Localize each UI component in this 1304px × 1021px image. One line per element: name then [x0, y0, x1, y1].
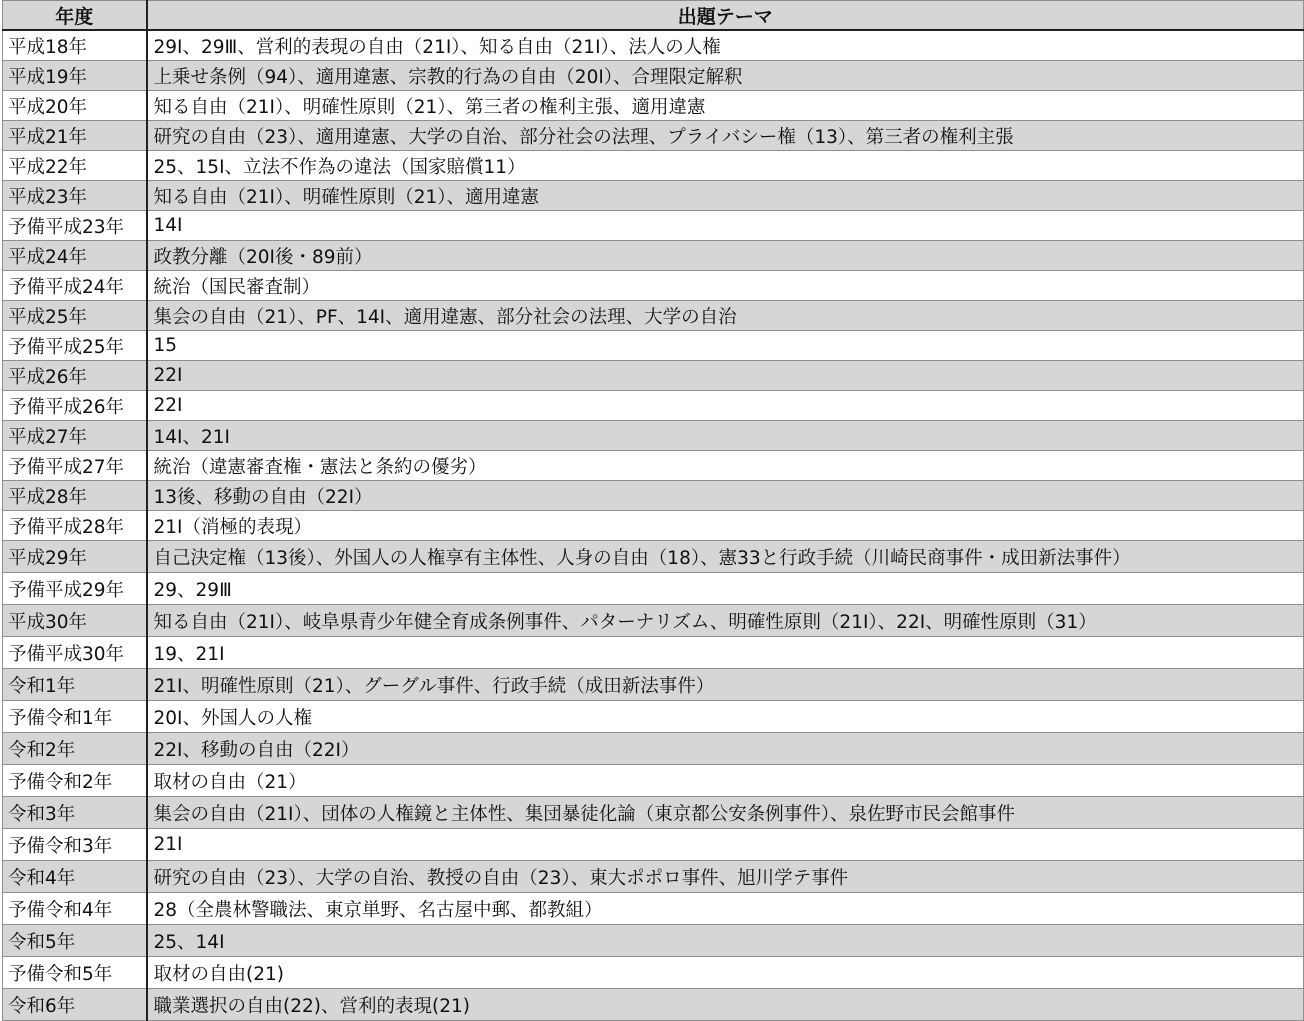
table-row: [3, 701, 1304, 733]
cell-year: 平成25年: [3, 301, 147, 331]
cell-year: 令和1年: [3, 669, 147, 701]
table-row: [3, 211, 1304, 241]
table-row: [3, 861, 1304, 893]
cell-year: 予備平成26年: [3, 391, 147, 421]
cell-theme: 取材の自由(21): [147, 957, 1304, 989]
table-row: [3, 765, 1304, 797]
cell-year: 令和3年: [3, 797, 147, 829]
cell-theme: 29、29Ⅲ: [147, 573, 1304, 605]
table-row: [3, 91, 1304, 121]
header-theme: 出題テーマ: [147, 1, 1304, 31]
cell-theme: 知る自由（21Ⅰ）、岐阜県青少年健全育成条例事件、パターナリズム、明確性原則（21Ⅰ）、22Ⅰ、明確性原則（31）: [147, 605, 1304, 637]
cell-year: 予備平成29年: [3, 573, 147, 605]
cell-year: 令和2年: [3, 733, 147, 765]
cell-year: 平成20年: [3, 91, 147, 121]
cell-theme: 22Ⅰ、移動の自由（22Ⅰ）: [147, 733, 1304, 765]
cell-theme: 14Ⅰ、21Ⅰ: [147, 421, 1304, 451]
cell-year: 予備平成24年: [3, 271, 147, 301]
cell-year: 予備平成25年: [3, 331, 147, 361]
cell-year: 令和6年: [3, 989, 147, 1021]
cell-year: 予備令和2年: [3, 765, 147, 797]
cell-theme: 14Ⅰ: [147, 211, 1304, 241]
table-row: [3, 957, 1304, 989]
table-row: [3, 893, 1304, 925]
table-row: [3, 61, 1304, 91]
cell-theme: 19、21Ⅰ: [147, 637, 1304, 669]
cell-theme: 22Ⅰ: [147, 361, 1304, 391]
cell-theme: 自己決定権（13後）、外国人の人権享有主体性、人身の自由（18）、憲33と行政手続（川崎民商事件・成田新法事件）: [147, 541, 1304, 573]
cell-theme: 22Ⅰ: [147, 391, 1304, 421]
cell-year: 平成30年: [3, 605, 147, 637]
table-row: [3, 30, 1304, 61]
cell-theme: 28（全農林警職法、東京単野、名古屋中郵、都教組）: [147, 893, 1304, 925]
cell-theme: 研究の自由（23）、大学の自治、教授の自由（23）、東大ポポロ事件、旭川学テ事件: [147, 861, 1304, 893]
cell-theme: 知る自由（21Ⅰ）、明確性原則（21）、適用違憲: [147, 181, 1304, 211]
table-row: [3, 541, 1304, 573]
cell-year: 令和5年: [3, 925, 147, 957]
table-row: [3, 829, 1304, 861]
table-row: [3, 181, 1304, 211]
cell-theme: 研究の自由（23）、適用違憲、大学の自治、部分社会の法理、プライバシー権（13）、第三者の権利主張: [147, 121, 1304, 151]
cell-theme: 上乗せ条例（94）、適用違憲、宗教的行為の自由（20Ⅰ）、合理限定解釈: [147, 61, 1304, 91]
cell-theme: 29Ⅰ、29Ⅲ、営利的表現の自由（21Ⅰ）、知る自由（21Ⅰ）、法人の人権: [147, 30, 1304, 61]
table-row: [3, 511, 1304, 541]
cell-theme: 取材の自由（21）: [147, 765, 1304, 797]
cell-year: 平成18年: [3, 30, 147, 61]
cell-year: 予備令和3年: [3, 829, 147, 861]
cell-year: 平成26年: [3, 361, 147, 391]
cell-theme: 25、15Ⅰ、立法不作為の違法（国家賠償11）: [147, 151, 1304, 181]
cell-year: 予備令和1年: [3, 701, 147, 733]
cell-theme: 統治（国民審査制）: [147, 271, 1304, 301]
cell-year: 平成23年: [3, 181, 147, 211]
cell-year: 予備平成27年: [3, 451, 147, 481]
table-row: [3, 361, 1304, 391]
header-year: 年度: [3, 1, 147, 31]
cell-theme: 21Ⅰ（消極的表現）: [147, 511, 1304, 541]
table-row: [3, 573, 1304, 605]
table-row: [3, 605, 1304, 637]
table-row: [3, 241, 1304, 271]
table-row: [3, 391, 1304, 421]
exam-theme-table: [2, 0, 1304, 1021]
cell-year: 予備令和4年: [3, 893, 147, 925]
table-row: [3, 989, 1304, 1021]
cell-year: 平成24年: [3, 241, 147, 271]
table-row: [3, 733, 1304, 765]
table-row: [3, 121, 1304, 151]
table-row: [3, 669, 1304, 701]
table-row: [3, 151, 1304, 181]
cell-year: 平成27年: [3, 421, 147, 451]
cell-theme: 20Ⅰ、外国人の人権: [147, 701, 1304, 733]
cell-year: 予備平成28年: [3, 511, 147, 541]
cell-year: 令和4年: [3, 861, 147, 893]
cell-theme: 25、14Ⅰ: [147, 925, 1304, 957]
table-row: [3, 637, 1304, 669]
cell-theme: 統治（違憲審査権・憲法と条約の優劣）: [147, 451, 1304, 481]
table-row: [3, 797, 1304, 829]
table-row: [3, 925, 1304, 957]
table-row: [3, 451, 1304, 481]
cell-theme: 集会の自由（21Ⅰ）、団体の人権鏡と主体性、集団暴徒化論（東京都公安条例事件）、泉佐野市民会館事件: [147, 797, 1304, 829]
header-row: [3, 1, 1304, 31]
cell-year: 平成28年: [3, 481, 147, 511]
cell-year: 平成19年: [3, 61, 147, 91]
cell-theme: 21Ⅰ、明確性原則（21）、グーグル事件、行政手続（成田新法事件）: [147, 669, 1304, 701]
cell-year: 予備平成23年: [3, 211, 147, 241]
cell-theme: 知る自由（21Ⅰ）、明確性原則（21）、第三者の権利主張、適用違憲: [147, 91, 1304, 121]
table-row: [3, 421, 1304, 451]
cell-theme: 13後、移動の自由（22Ⅰ）: [147, 481, 1304, 511]
cell-theme: 集会の自由（21）、PF、14Ⅰ、適用違憲、部分社会の法理、大学の自治: [147, 301, 1304, 331]
cell-year: 平成29年: [3, 541, 147, 573]
cell-theme: 21Ⅰ: [147, 829, 1304, 861]
cell-year: 予備令和5年: [3, 957, 147, 989]
table-row: [3, 331, 1304, 361]
table-row: [3, 481, 1304, 511]
cell-year: 平成22年: [3, 151, 147, 181]
table-body: [3, 30, 1304, 1021]
table-header: [3, 1, 1304, 31]
table-row: [3, 271, 1304, 301]
cell-year: 平成21年: [3, 121, 147, 151]
cell-theme: 職業選択の自由(22)、営利的表現(21): [147, 989, 1304, 1021]
table-row: [3, 301, 1304, 331]
cell-year: 予備平成30年: [3, 637, 147, 669]
cell-theme: 15: [147, 331, 1304, 361]
cell-theme: 政教分離（20Ⅰ後・89前）: [147, 241, 1304, 271]
